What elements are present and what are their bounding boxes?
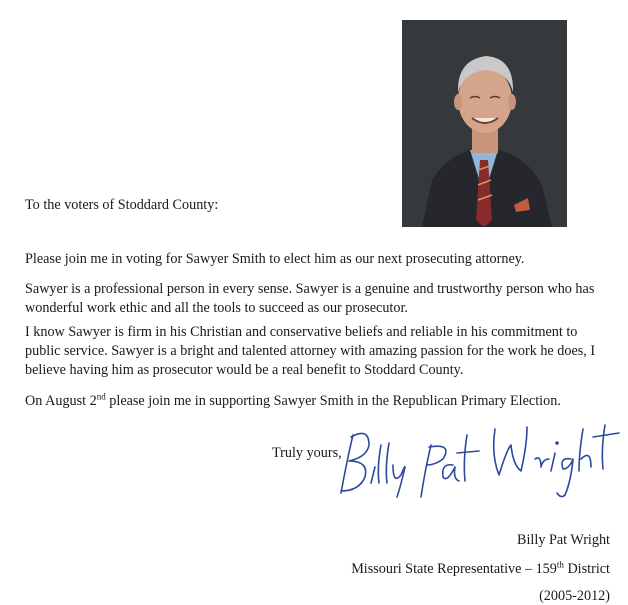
- signature: [335, 405, 625, 500]
- portrait-photo: [402, 20, 567, 227]
- paragraph-4-sup: nd: [96, 391, 106, 402]
- paragraph-2: Sawyer is a professional person in every sense. Sawyer is a genuine and trustworthy person who has wonderful work ethic and all the tools to succeed as our prosecutor.: [25, 281, 595, 316]
- salutation: To the voters of Stoddard County:: [25, 197, 219, 213]
- signatory-years: (2005-2012): [539, 588, 610, 604]
- paragraph-4-pre: On August 2: [25, 393, 97, 409]
- signatory-title-pre: Missouri State Representative – 159: [351, 561, 557, 577]
- paragraph-4-post: please join me in supporting Sawyer Smith in the Republican Primary Election.: [105, 393, 561, 409]
- signatory-title: [351, 561, 610, 578]
- signatory-title-post: District: [563, 561, 610, 577]
- closing-text: Truly yours,: [272, 445, 342, 461]
- signatory-name: Billy Pat Wright: [517, 532, 610, 548]
- paragraph-1: Please join me in voting for Sawyer Smith to elect him as our next prosecuting attorney.: [25, 251, 525, 267]
- paragraph-3: I know Sawyer is firm in his Christian and conservative beliefs and reliable in his commitment to public service. Sawyer is a bright and talented attorney with amazing passion for the work he does, I believe having him as prosecutor would be a real benefit to Stoddard County.: [25, 324, 596, 378]
- signatory-title-sup: th: [556, 559, 564, 570]
